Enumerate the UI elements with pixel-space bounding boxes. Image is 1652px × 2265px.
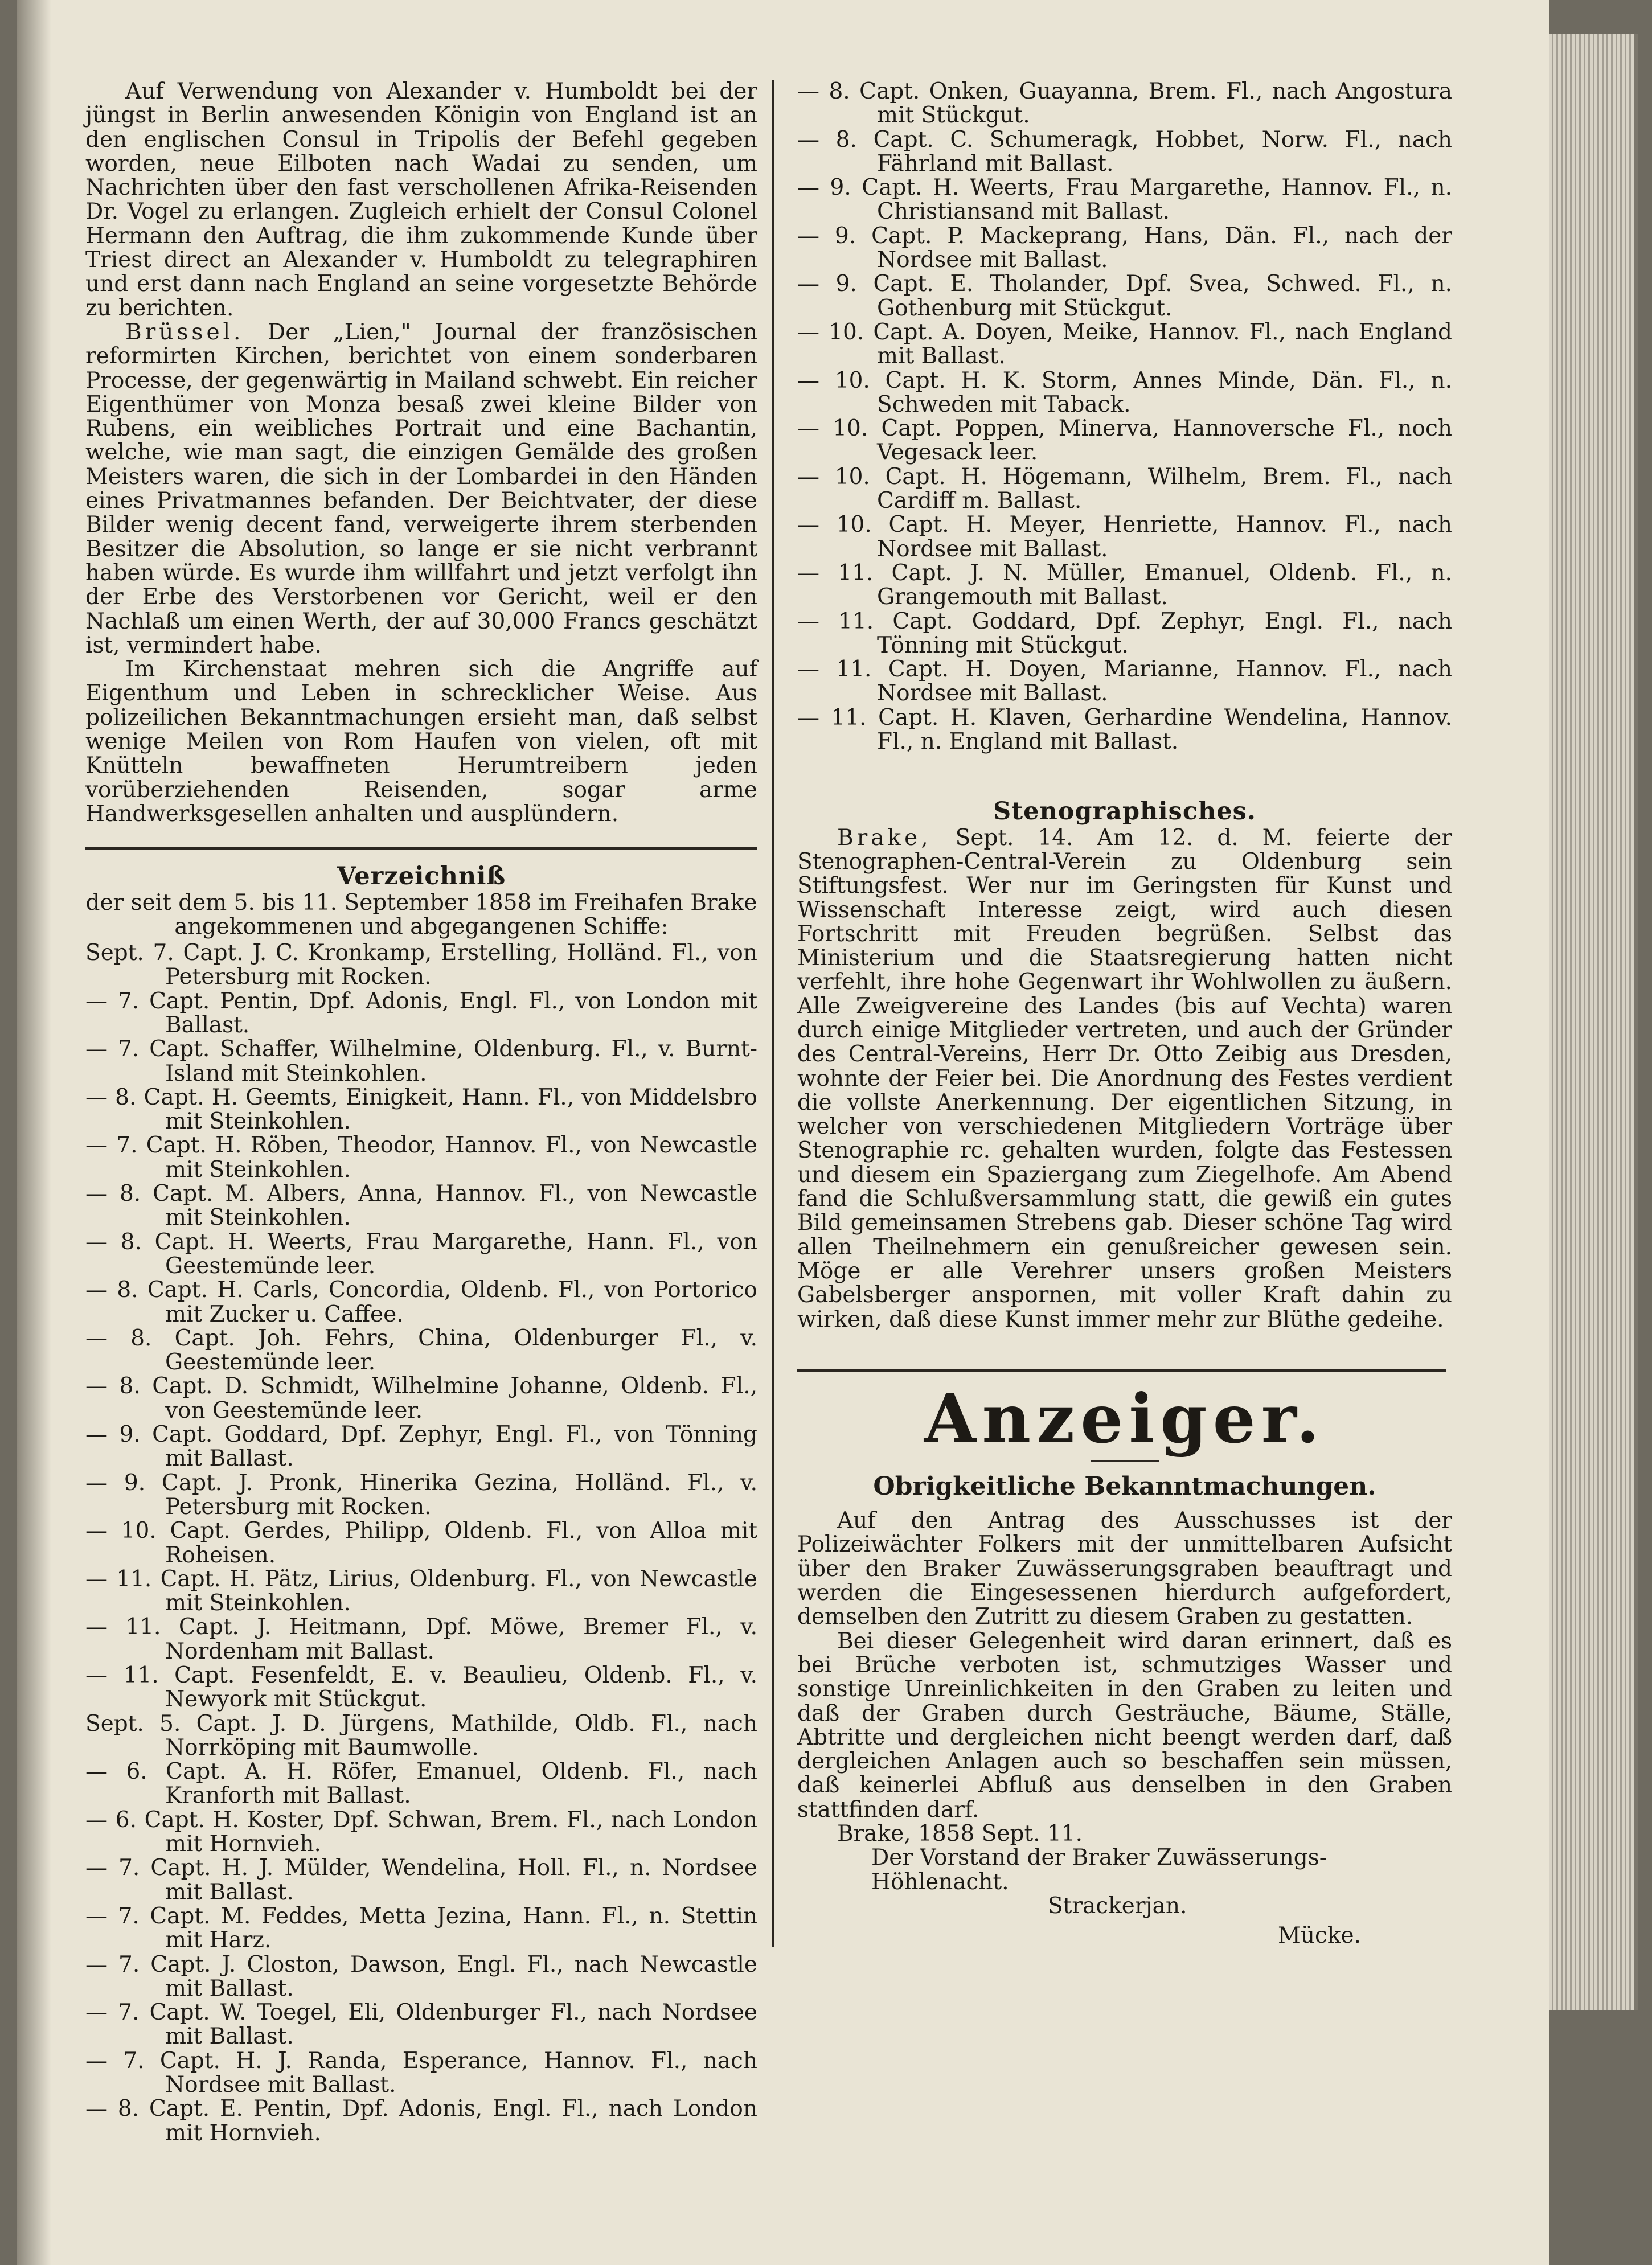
ship-entry: — 7. Capt. H. J. Mülder, Wendelina, Holl. Fl., n. Nordsee mit Ballast. [85,1855,757,1905]
ship-entry: — 8. Capt. H. Weerts, Frau Margarethe, Hann. Fl., von Geestemünde leer. [85,1229,757,1279]
column-divider [772,80,774,1947]
ship-entry: — 8. Capt. Joh. Fehrs, China, Oldenburger Fl., v. Geestemünde leer. [85,1325,757,1376]
notice-title: Obrigkeitliche Bekanntmachungen. [873,1471,1376,1501]
title-underline [1091,1460,1159,1462]
notice-signature: Mücke. [1277,1923,1361,1949]
ship-entry: — 11. Capt. J. N. Müller, Emanuel, Oldenb. Fl., n. Grangemouth mit Ballast. [797,560,1452,610]
notice-paragraph: Bei dieser Gelegenheit wird daran erinnert, daß es bei Brüche verboten ist, schmutziges Wasser und sonstige Unreinlichkeiten in den Graben zu leiten und daß der Graben durch Gesträuche, Bäume, Ställe, Abtritte und dergleichen nicht beengt werden darf, daß dergleichen Anlagen auch so beschaffen sein müssen, daß keinerlei Abfluß aus denselben in den Graben stattfinden darf. [797,1628,1452,1823]
book-page-edges [1549,34,1638,2010]
section-divider [85,847,757,850]
steno-title: Stenographisches. [993,797,1256,826]
ship-entry: — 7. Capt. H. Röben, Theodor, Hannov. Fl., von Newcastle mit Steinkohlen. [85,1132,757,1183]
ship-entry: Sept. 7. Capt. J. C. Kronkamp, Erstelling, Holländ. Fl., von Petersburg mit Rocken. [85,940,757,990]
ship-entry: — 8. Capt. H. Geemts, Einigkeit, Hann. Fl., von Middelsbro mit Steinkohlen. [85,1084,757,1135]
ship-entry: — 6. Capt. A. H. Röfer, Emanuel, Oldenb. Fl., nach Kranforth mit Ballast. [85,1759,757,1809]
ship-entry: — 9. Capt. J. Pronk, Hinerika Gezina, Holländ. Fl., v. Petersburg mit Rocken. [85,1470,757,1520]
ship-entry: — 7. Capt. Pentin, Dpf. Adonis, Engl. Fl., von London mit Ballast. [85,988,757,1038]
ship-entry: — 9. Capt. P. Mackeprang, Hans, Dän. Fl., nach der Nordsee mit Ballast. [797,223,1452,273]
ship-entry: — 8. Capt. E. Pentin, Dpf. Adonis, Engl. Fl., nach London mit Hornvieh. [85,2096,757,2146]
ship-entry: — 11. Capt. Goddard, Dpf. Zephyr, Engl. Fl., nach Tönning mit Stückgut. [797,608,1452,658]
ship-entry: — 11. Capt. Fesenfeldt, E. v. Beaulieu, Oldenb. Fl., v. Newyork mit Stückgut. [85,1663,757,1713]
article-text: Auf Verwendung von Alexander v. Humboldt bei der jüngst in Berlin anwesenden Königin von England ist an den englischen Consul in Tripolis der Befehl gegeben worden, neue Eilboten nach Wadai zu senden, um Nachrichten über den fast verschollenen Afrika-Reisenden Dr. Vogel zu erlangen. Zugleich erhielt der Consul Colonel Hermann den Auftrag, die ihm zukommende Kunde über Triest direct an Alexander v. Humboldt zu telegraphiren und erst dann nach England an seine vorgesetzte Behörde zu berichten. [85,79,757,321]
article-steno [797,826,1452,1332]
newspaper-page [17,0,1549,2265]
ship-entry: — 9. Capt. E. Tholander, Dpf. Svea, Schwed. Fl., n. Gothenburg mit Stückgut. [797,271,1452,321]
ship-entry: — 7. Capt. H. J. Randa, Esperance, Hannov. Fl., nach Nordsee mit Ballast. [85,2047,757,2098]
anzeiger-title: Anzeiger. [924,1378,1326,1458]
page-gutter-shadow [17,0,51,2265]
ship-entry: — 11. Capt. J. Heitmann, Dpf. Möwe, Bremer Fl., v. Nordenham mit Ballast. [85,1614,757,1664]
ship-list-title: Verzeichniß [337,862,506,891]
article-bruessel [85,321,757,658]
ship-entry: — 8. Capt. Onken, Guayanna, Brem. Fl., nach Angostura mit Stückgut. [797,79,1452,129]
notice-paragraph: Auf den Antrag des Ausschusses ist der Polizeiwächter Folkers mit der unmittelbaren Aufsicht über den Braker Zuwässerungsgraben beauftragt und werden die Eingesessenen hierdurch aufgefordert, demselben den Zutritt zu diesem Graben zu gestatten. [797,1508,1452,1630]
ship-list-left [85,941,757,2145]
section-divider [797,1369,1446,1372]
article-humboldt [85,80,757,321]
article-text: Sept. 14. Am 12. d. M. feierte der Stenographen-Central-Verein zu Oldenburg sein Stiftungsfest. Wer nur im Geringsten für Kunst und Wissenschaft Interesse zeigt, wird auch diesen Fortschritt mit Freuden begrüßen. Selbst das Ministerium und die Staatsregierung hatten nicht verfehlt, ihre hohe Gegenwart ihr Wohlwollen zu äußern. Alle Zweigvereine des Landes (bis auf Vechta) waren durch einige Mitglieder vertreten, und auch der Gründer des Central-Vereins, Herr Dr. Otto Zeibig aus Dresden, wohnte der Feier bei. Die Anordnung des Festes verdient die vollste Anerkennung. Der eigentlichen Sitzung, in welcher von verschiedenen Mitgliedern Vorträge über Stenographie rc. gehalten wurden, folgte das Festessen und diesem ein Spaziergang zum Ziegelhofe. Am Abend fand die Schlußversammlung statt, die gewiß ein gutes Bild gemeinsamen Strebens gab. Dieser schöne Tag wird allen Theilnehmern ein genußreicher gewesen sein. Möge er alle Verehrer unsers großen Meisters Gabelsberger anspornen, mit voller Kraft dahin zu wirken, daß diese Kunst immer mehr zur Blüthe gedeihe. [797,824,1452,1332]
ship-entry: — 9. Capt. H. Weerts, Frau Margarethe, Hannov. Fl., n. Christiansand mit Ballast. [797,175,1452,225]
ship-entry: — 10. Capt. Poppen, Minerva, Hannoversche Fl., noch Vegesack leer. [797,416,1452,466]
article-lead: Brake, [837,824,932,851]
ship-entry: — 9. Capt. Goddard, Dpf. Zephyr, Engl. Fl., von Tönning mit Ballast. [85,1422,757,1472]
ship-entry: — 7. Capt. M. Feddes, Metta Jezina, Hann. Fl., n. Stettin mit Harz. [85,1903,757,1954]
ship-list-right [797,80,1452,754]
ship-entry: — 6. Capt. H. Koster, Dpf. Schwan, Brem. Fl., nach London mit Hornvieh. [85,1807,757,1857]
right-column [797,80,1452,1948]
ship-entry: — 8. Capt. D. Schmidt, Wilhelmine Johanne, Oldenb. Fl., von Geestemünde leer. [85,1373,757,1423]
ship-entry: — 8. Capt. C. Schumeragk, Hobbet, Norw. Fl., nach Fährland mit Ballast. [797,126,1452,177]
ship-entry: — 11. Capt. H. Doyen, Marianne, Hannov. Fl., nach Nordsee mit Ballast. [797,656,1452,707]
article-lead: Brüssel. [125,319,244,345]
ship-entry: — 10. Capt. H. Högemann, Wilhelm, Brem. Fl., nach Cardiff m. Ballast. [797,463,1452,514]
ship-entry: — 10. Capt. A. Doyen, Meike, Hannov. Fl., nach England mit Ballast. [797,319,1452,370]
ship-entry: — 10. Capt. H. Meyer, Henriette, Hannov. Fl., nach Nordsee mit Ballast. [797,512,1452,562]
notice-board: Der Vorstand der Braker Zuwässerungs-Höhlenacht. [871,1845,1327,1895]
ship-entry: — 10. Capt. H. K. Storm, Annes Minde, Dän. Fl., n. Schweden mit Taback. [797,367,1452,417]
ship-entry: — 11. Capt. H. Klaven, Gerhardine Wendelina, Hannov. Fl., n. England mit Ballast. [797,704,1452,755]
ship-entry: — 10. Capt. Gerdes, Philipp, Oldenb. Fl., von Alloa mit Roheisen. [85,1518,757,1568]
left-column [85,80,757,2145]
article-text: Im Kirchenstaat mehren sich die Angriffe auf Eigenthum und Leben in schrecklicher Weise. Aus polizeilichen Bekanntmachungen ersieht man, daß selbst wenige Meilen von Rom Haufen von vielen, oft mit Knütteln bewaffneten Herumtreibern jeden vorüberziehenden Reisenden, sogar arme Handwerksgesellen anhalten und ausplündern. [85,656,757,827]
ship-entry: Sept. 5. Capt. J. D. Jürgens, Mathilde, Oldb. Fl., nach Norrköping mit Baumwolle. [85,1710,757,1761]
notice-signature: Strackerjan. [1048,1893,1187,1919]
ship-entry: — 11. Capt. H. Pätz, Lirius, Oldenburg. Fl., von Newcastle mit Steinkohlen. [85,1566,757,1616]
ship-entry: — 7. Capt. J. Closton, Dawson, Engl. Fl., nach Newcastle mit Ballast. [85,1951,757,2001]
notice-place-date: Brake, 1858 Sept. 11. [837,1821,1083,1847]
ship-entry: — 8. Capt. H. Carls, Concordia, Oldenb. Fl., von Portorico mit Zucker u. Caffee. [85,1277,757,1327]
ship-entry: — 8. Capt. M. Albers, Anna, Hannov. Fl., von Newcastle mit Steinkohlen. [85,1181,757,1231]
article-text: Der „Lien," Journal der französischen reformirten Kirchen, berichtet von einem sonderbaren Processe, der gegenwärtig in Mailand schwebt. Ein reicher Eigenthümer von Monza besaß zwei kleine Bilder von Rubens, ein weibliches Portrait und eine Bachantin, welche, wie man sagt, die einzigen Gemälde des großen Meisters waren, die sich in der Lombardei in den Händen eines Privatmannes befanden. Der Beichtvater, der diese Bilder wenig decent fand, verweigerte ihrem sterbenden Besitzer die Absolution, so lange er sie nicht verbrannt haben würde. Es wurde ihm willfahrt und jetzt verfolgt ihn der Erbe des Verstorbenen vor Gericht, weil er den Nachlaß um einen Werth, der auf 30,000 Francs geschätzt ist, vermindert habe. [85,319,757,658]
article-kirchenstaat [85,658,757,826]
ship-list-subtitle: der seit dem 5. bis 11. September 1858 im Freihafen Brake angekommenen und abgegangenen Schiffe: [85,889,757,939]
ship-entry: — 7. Capt. Schaffer, Wilhelmine, Oldenburg. Fl., v. Burnt-Island mit Steinkohlen. [85,1036,757,1086]
ship-entry: — 7. Capt. W. Toegel, Eli, Oldenburger Fl., nach Nordsee mit Ballast. [85,2000,757,2050]
